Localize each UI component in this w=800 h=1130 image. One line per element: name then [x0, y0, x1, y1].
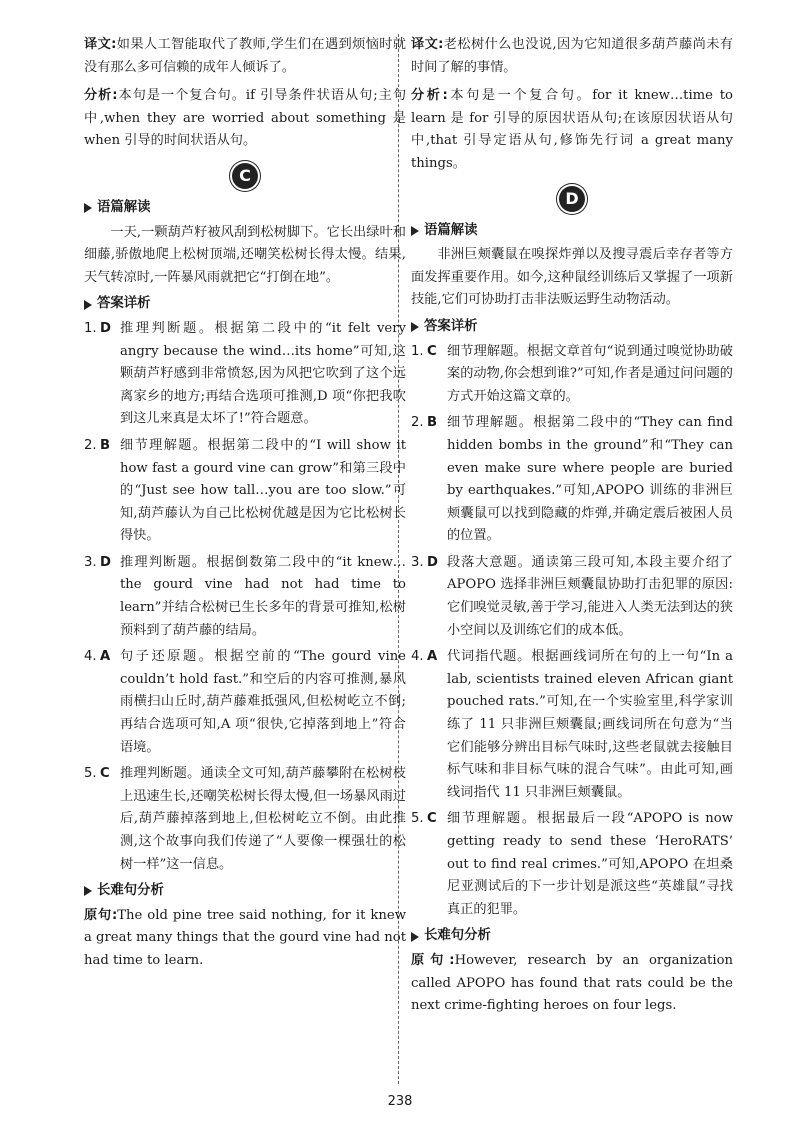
long-sentence-heading: 长难句分析	[84, 880, 406, 903]
reading-heading: 语篇解读	[411, 220, 733, 243]
arrow-icon	[84, 886, 92, 896]
translation-paragraph: 译文:如果人工智能取代了教师,学生们在遇到烦恼时就没有那么多可信赖的成年人倾诉了。	[84, 37, 406, 75]
left-column	[84, 34, 406, 973]
analysis-paragraph: 分析:本句是一个复合句。if 引导条件状语从句;主句中,when they are worried about something 是 when 引导的时间状语从句。	[84, 88, 407, 149]
section-badge-wrap	[84, 163, 406, 191]
answer-item: 3. D 段落大意题。通读第三段可知,本段主要介绍了 APOPO 选择非洲巨颊囊鼠协助打击犯罪的原因:它们嗅觉灵敏,善于学习,能进入人类无法到达的狭小空间以及训练它们的成本低。	[411, 554, 733, 638]
reading-text: 非洲巨颊囊鼠在嗅探炸弹以及搜寻震后幸存者等方面发挥重要作用。如今,这种鼠经训练后又掌握了一项新技能,它们可协助打击非法贩运野生动物活动。	[411, 247, 733, 308]
answer-list	[411, 341, 733, 922]
right-column	[411, 34, 733, 1018]
original-sentence: 原句:The old pine tree said nothing, for it knew a great many things that the gourd vine had not had time to learn.	[84, 907, 406, 968]
section-c-badge: C	[232, 163, 258, 189]
arrow-icon	[411, 226, 419, 236]
arrow-icon	[84, 203, 92, 213]
arrow-icon	[411, 932, 419, 942]
answer-item: 1. C 细节理解题。根据文章首句“说到通过嗅觉协助破案的动物,你会想到谁?”可知,作者是通过问问题的方式开始这篇文章的。	[411, 343, 733, 404]
answers-heading: 答案详析	[84, 293, 406, 316]
answer-item: 5. C 细节理解题。根据最后一段“APOPO is now getting ready to send these ‘HeroRATS’ out to find real crimes.”可知,APOPO 在坦桑尼亚测试后的下一步计划是派这些“英雄鼠”寻找真正的犯罪。	[411, 811, 733, 917]
arrow-icon	[411, 322, 419, 332]
section-d-badge: D	[559, 186, 585, 212]
answer-item: 3. D 推理判断题。根据倒数第二段中的“it knew…the gourd vine had not had time to learn”并结合松树已生长多年的背景可推知,松树预料到了葫芦藤的结局。	[84, 554, 406, 638]
answer-list	[84, 318, 406, 876]
answer-item: 5. C 推理判断题。通读全文可知,葫芦藤攀附在松树枝上迅速生长,还嘲笑松树长得太慢,但一场暴风雨过后,葫芦藤掉落到地上,但松树屹立不倒。由此推测,这个故事向我们传递了“人要像一棵强壮的松树一样”这一信息。	[84, 766, 406, 872]
answer-item: 2. B 细节理解题。根据第二段中的“They can find hidden bombs in the ground”和“They can even make sure where people are buried by earthquakes.”可知,APOPO 训练的非洲巨颊囊鼠可以找到隐藏的炸弹,并确定震后被困人员的位置。	[411, 415, 733, 544]
reading-heading: 语篇解读	[84, 197, 406, 220]
page-number: 238	[387, 1094, 413, 1109]
long-sentence-heading: 长难句分析	[411, 925, 733, 948]
reading-text: 一天,一颗葫芦籽被风刮到松树脚下。它长出绿叶和细藤,骄傲地爬上松树顶端,还嘲笑松树长得太慢。结果,天气转凉时,一阵暴风雨就把它“打倒在地”。	[84, 224, 406, 285]
translation-paragraph: 译文:老松树什么也没说,因为它知道很多葫芦藤尚未有时间了解的事情。	[411, 37, 733, 75]
answer-item: 2. B 细节理解题。根据第二段中的“I will show it how fast a gourd vine can grow”和第三段中的“Just see how tall…you are too slow.”可知,葫芦藤认为自己比松树优越是因为它比松树长得快。	[84, 437, 406, 544]
original-sentence: 原句:However, research by an organization called APOPO has found that rats could be the next crime-fighting heroes on four legs.	[411, 952, 734, 1014]
answer-item: 4. A 句子还原题。根据空前的“The gourd vine couldn’t hold fast.”和空后的内容可推测,暴风雨横扫山丘时,葫芦藤难抵强风,但松树屹立不倒;再结合选项可知,A 项“很快,它掉落到地上”符合语境。	[84, 649, 406, 755]
arrow-icon	[84, 300, 92, 310]
answer-item: 1. D 推理判断题。根据第二段中的“it felt very angry because the wind…its home”可知,这颗葫芦籽感到非常愤怒,因为风把它吹到了这个远离家乡的地方;再结合选项可推测,D 项“你把我吹到这儿来真是太坏了!”符合题意。	[84, 320, 406, 427]
answers-heading: 答案详析	[411, 316, 733, 339]
analysis-paragraph: 分析:本句是一个复合句。for it knew…time to learn 是 for 引导的原因状语从句;在该原因状语从句中,that 引导定语从句,修饰先行词 a great many things。	[411, 88, 733, 171]
section-badge-wrap	[411, 186, 733, 214]
answer-item: 4. A 代词指代题。根据画线词所在句的上一句“In a lab, scientists trained eleven African giant pouched rats.”可知,在一个实验室里,科学家训练了 11 只非洲巨颊囊鼠;画线词所在句意为“当它们能够分辨出目标气味时,这些老鼠就去接触目标气味和非目标气味的混合气味”。由此可知,画线词指代 11 只非洲巨颊囊鼠。	[411, 649, 733, 800]
